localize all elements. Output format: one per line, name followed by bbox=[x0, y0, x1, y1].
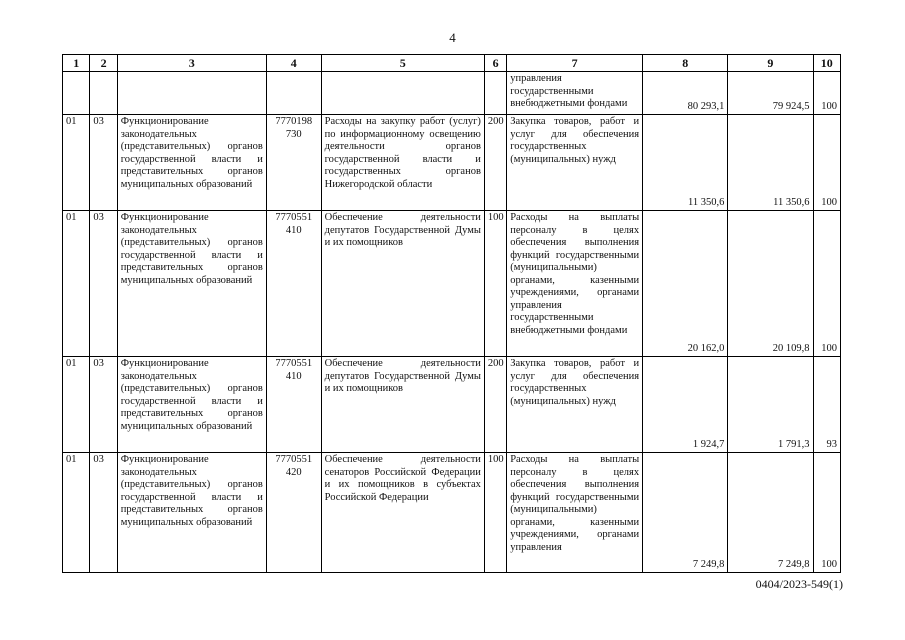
planned-amount: 20 162,0 bbox=[643, 211, 728, 357]
header-row bbox=[63, 55, 841, 72]
expense-type-name: Закупка товаров, работ и услуг для обеспечения государственных (муниципальных) нужд bbox=[507, 115, 643, 211]
column-header: 2 bbox=[90, 55, 117, 72]
column-header: 6 bbox=[484, 55, 506, 72]
execution-percent: 93 bbox=[813, 357, 840, 453]
planned-amount: 7 249,8 bbox=[643, 453, 728, 573]
column-header: 9 bbox=[728, 55, 813, 72]
expense-type-name: Расходы на выплаты персоналу в целях обеспечения выполнения функций государственными (муниципальными) органами, казенными учреждениями, органами управления bbox=[507, 453, 643, 573]
page-number: 4 bbox=[449, 30, 456, 45]
subsection-code bbox=[90, 72, 117, 115]
expense-type-code: 100 bbox=[484, 211, 506, 357]
executed-amount: 7 249,8 bbox=[728, 453, 813, 573]
section-code bbox=[63, 72, 90, 115]
column-header: 3 bbox=[117, 55, 266, 72]
budget-table bbox=[62, 54, 841, 573]
table-row bbox=[63, 115, 841, 211]
section-name: Функционирование законодательных (представительных) органов государственной власти и представительных органов муниципальных образований bbox=[117, 357, 266, 453]
executed-amount: 79 924,5 bbox=[728, 72, 813, 115]
executed-amount: 1 791,3 bbox=[728, 357, 813, 453]
section-name: Функционирование законодательных (представительных) органов государственной власти и представительных органов муниципальных образований bbox=[117, 211, 266, 357]
document-code: 0404/2023-549(1) bbox=[755, 577, 843, 591]
target-article-code bbox=[266, 72, 321, 115]
expense-description: Обеспечение деятельности депутатов Государственной Думы и их помощников bbox=[321, 211, 484, 357]
column-header: 1 bbox=[63, 55, 90, 72]
column-header: 5 bbox=[321, 55, 484, 72]
column-header: 10 bbox=[813, 55, 840, 72]
target-article-code: 7770198 730 bbox=[266, 115, 321, 211]
subsection-code: 03 bbox=[90, 115, 117, 211]
expense-description: Обеспечение деятельности депутатов Государственной Думы и их помощников bbox=[321, 357, 484, 453]
section-name: Функционирование законодательных (представительных) органов государственной власти и представительных органов муниципальных образований bbox=[117, 453, 266, 573]
column-header: 7 bbox=[507, 55, 643, 72]
execution-percent: 100 bbox=[813, 115, 840, 211]
subsection-code: 03 bbox=[90, 211, 117, 357]
section-code: 01 bbox=[63, 211, 90, 357]
table-row bbox=[63, 211, 841, 357]
expense-type-name: Расходы на выплаты персоналу в целях обеспечения выполнения функций государственными (муниципальными) органами, казенными учреждениями, органами управления государственными внебюджетными фондами bbox=[507, 211, 643, 357]
section-name bbox=[117, 72, 266, 115]
planned-amount: 1 924,7 bbox=[643, 357, 728, 453]
subsection-code: 03 bbox=[90, 453, 117, 573]
section-code: 01 bbox=[63, 357, 90, 453]
target-article-code: 7770551 410 bbox=[266, 211, 321, 357]
expense-type-code: 200 bbox=[484, 357, 506, 453]
execution-percent: 100 bbox=[813, 211, 840, 357]
section-code: 01 bbox=[63, 115, 90, 211]
executed-amount: 11 350,6 bbox=[728, 115, 813, 211]
target-article-code: 7770551 410 bbox=[266, 357, 321, 453]
column-header: 8 bbox=[643, 55, 728, 72]
expense-description bbox=[321, 72, 484, 115]
table-row bbox=[63, 453, 841, 573]
expense-type-name: управления государственными внебюджетными фондами bbox=[507, 72, 643, 115]
expense-type-code: 100 bbox=[484, 453, 506, 573]
execution-percent: 100 bbox=[813, 72, 840, 115]
table-row bbox=[63, 72, 841, 115]
column-header: 4 bbox=[266, 55, 321, 72]
expense-type-name: Закупка товаров, работ и услуг для обеспечения государственных (муниципальных) нужд bbox=[507, 357, 643, 453]
planned-amount: 11 350,6 bbox=[643, 115, 728, 211]
target-article-code: 7770551 420 bbox=[266, 453, 321, 573]
executed-amount: 20 109,8 bbox=[728, 211, 813, 357]
expense-description: Расходы на закупку работ (услуг) по информационному освещению деятельности органов государственной власти и государственных органов Нижегородской области bbox=[321, 115, 484, 211]
table-row bbox=[63, 357, 841, 453]
section-code: 01 bbox=[63, 453, 90, 573]
section-name: Функционирование законодательных (представительных) органов государственной власти и представительных органов муниципальных образований bbox=[117, 115, 266, 211]
expense-description: Обеспечение деятельности сенаторов Российской Федерации и их помощников в субъектах Российской Федерации bbox=[321, 453, 484, 573]
planned-amount: 80 293,1 bbox=[643, 72, 728, 115]
subsection-code: 03 bbox=[90, 357, 117, 453]
expense-type-code bbox=[484, 72, 506, 115]
execution-percent: 100 bbox=[813, 453, 840, 573]
expense-type-code: 200 bbox=[484, 115, 506, 211]
